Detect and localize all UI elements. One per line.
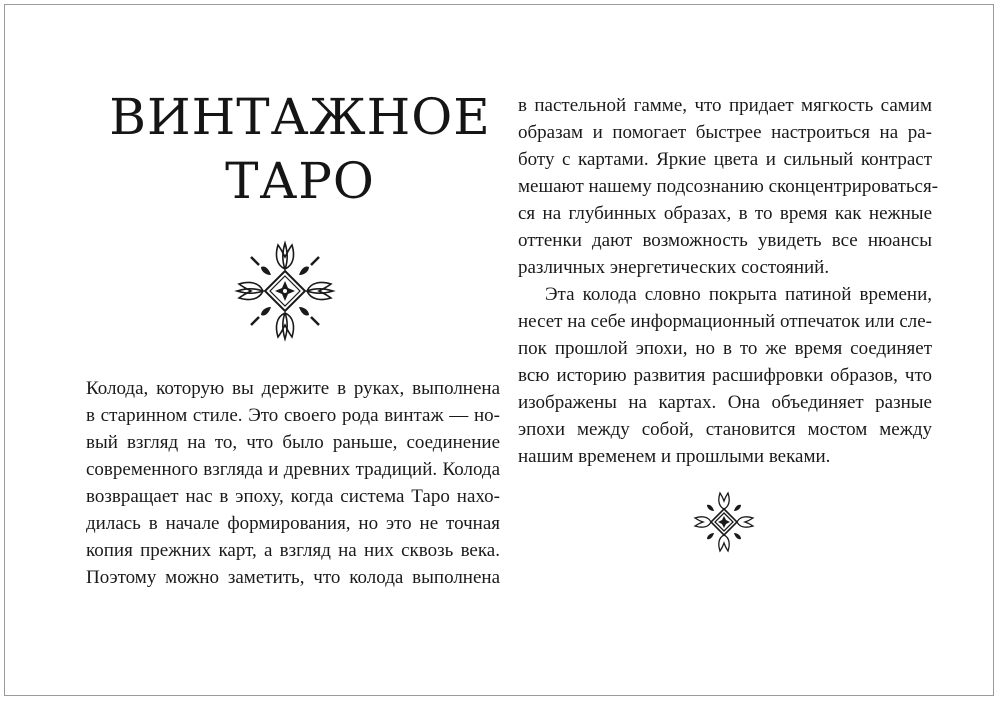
paragraph-line: дилась в начале формирования, но это не точная	[86, 513, 500, 534]
paragraph-line: пок прошлой эпохи, но в то же время соединяет	[518, 338, 932, 359]
paragraph-line: изображены на картах. Она объединяет разные	[518, 392, 932, 413]
paragraph-line: возвращает нас в эпоху, когда система Таро нахо-	[86, 486, 500, 507]
paragraph-line: образам и помогает быстрее настроиться на ра-	[518, 122, 932, 143]
flower-cross-ornament-icon	[691, 489, 757, 555]
paragraph-line: вый взгляд на то, что было раньше, соединение	[86, 432, 500, 453]
paragraph-line: Эта колода словно покрыта патиной времени,	[545, 284, 932, 305]
paragraph-line: оттенки дают возможность увидеть все нюансы	[518, 230, 932, 251]
page-title-line-2: ТАРО	[225, 152, 375, 210]
paragraph-line: мешают нашему подсознанию сконцентрироваться-	[518, 176, 939, 197]
book-page	[4, 4, 994, 696]
paragraph-line: несет на себе информационный отпечаток или сле-	[518, 311, 932, 332]
paragraph-line: эпохи между собой, становится мостом между	[518, 419, 932, 440]
paragraph-line: всю историю развития расшифровки образов, что	[518, 365, 932, 386]
paragraph-line: Поэтому можно заметить, что колода выполнена	[86, 567, 500, 588]
paragraph-line: Колода, которую вы держите в руках, выполнена	[86, 378, 500, 399]
paragraph-line: копия прежних карт, а взгляд на них сквозь века.	[86, 540, 500, 561]
paragraph-line: нашим временем и прошлыми веками.	[518, 446, 831, 467]
lotus-cross-ornament-icon	[229, 235, 341, 347]
paragraph-line: в пастельной гамме, что придает мягкость самим	[518, 95, 932, 116]
paragraph-line: в старинном стиле. Это своего рода винтаж — но-	[86, 405, 500, 426]
paragraph-line: боту с картами. Яркие цвета и сильный контраст	[518, 149, 932, 170]
paragraph-line: современного взгляда и древних традиций. Колода	[86, 459, 500, 480]
paragraph-line: ся на глубинных образах, в то время как нежные	[518, 203, 932, 224]
page-title-line-1: ВИНТАЖНОЕ	[109, 88, 491, 146]
paragraph-line: различных энергетических состояний.	[518, 257, 830, 278]
